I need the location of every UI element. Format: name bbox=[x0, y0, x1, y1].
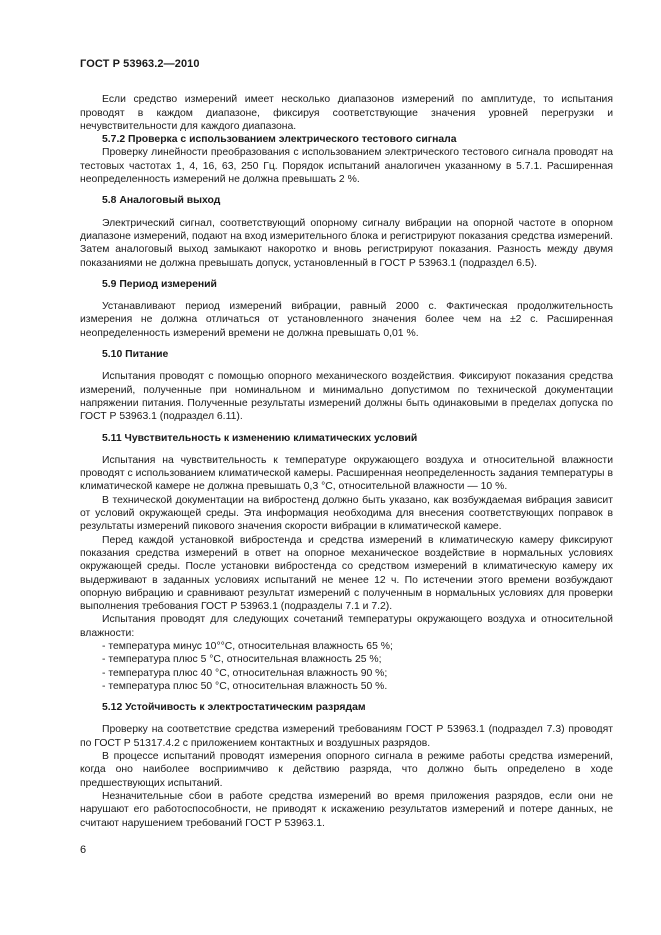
section-heading: 5.9 Период измерений bbox=[102, 278, 217, 290]
paragraph: Перед каждой установкой вибростенда и средства измерений в климатическую камеру фиксируют показания средства измерений в ответ на опорное механическое воздействие в нормальных условиях окружающей среды. После установки вибростенда со средством измерений в климатическую камеру их выдерживают в заданных условиях испытаний не менее 12 ч. По истечении этого времени возбуждают опорную вибрацию и сравнивают результат измерений с полученным в нормальных условиях для проверки выполнения требования ГОСТ Р 53963.1 (подразделы 7.1 и 7.2). bbox=[80, 534, 613, 613]
spacer bbox=[80, 693, 613, 701]
list-item: - температура минус 10°°С, относительная влажность 65 %; bbox=[102, 640, 393, 652]
document-body bbox=[80, 93, 613, 830]
spacer bbox=[80, 186, 613, 194]
section-heading: 5.8 Аналоговый выход bbox=[102, 195, 221, 207]
paragraph: Незначительные сбои в работе средства измерений во время приложения разрядов, если они не нарушают его работоспособности, не приводят к искажению результатов измерений и потере данных, не считают нарушением требований ГОСТ Р 53963.1. bbox=[80, 790, 613, 829]
subsection-heading: 5.7.2 Проверка с использованием электрического тестового сигнала bbox=[102, 134, 457, 146]
section-heading: 5.11 Чувствительность к изменению климатических условий bbox=[102, 432, 418, 444]
paragraph: Испытания проводят с помощью опорного механического воздействия. Фиксируют показания средства измерений, полученные при номинальном и минимально допустимом по технической документации напряжении питания. Полученные результаты измерений должны быть одинаковыми в пределах допуска по ГОСТ Р 53963.1 (подраздел 6.11). bbox=[80, 371, 613, 423]
list-item: - температура плюс 50 °С, относительная влажность 50 %. bbox=[102, 680, 388, 692]
section-heading: 5.12 Устойчивость к электростатическим разрядам bbox=[102, 702, 366, 714]
paragraph: Испытания на чувствительность к температуре окружающего воздуха и относительной влажности проводят с использованием климатической камеры. Расширенная неопределенность задания температуры в климатической камере не должна превышать 0,3 °С, относительной влажности — 10 %. bbox=[80, 454, 613, 493]
conditions-list bbox=[80, 640, 613, 693]
paragraph: Испытания проводят для следующих сочетаний температуры окружающего воздуха и относительной влажности: bbox=[80, 614, 613, 639]
paragraph: В процессе испытаний проводят измерения опорного сигнала в режиме работы средства измерений, когда оно наиболее восприимчиво к действию разряда, что должно быть определено в ходе предшествующих испытаний. bbox=[80, 751, 613, 789]
paragraph: Электрический сигнал, соответствующий опорному сигналу вибрации на опорной частоте в опорном диапазоне измерений, подают на вход измерительного блока и регистрируют показания средства измерений. Затем аналоговый выход замыкают накоротко и вновь регистрируют показания. Разность между двумя показаниями не должна превышать допуск, установленный в ГОСТ Р 53963.1 (подраздел 6.5). bbox=[80, 217, 613, 269]
document-page bbox=[80, 58, 613, 830]
paragraph: Проверку на соответствие средства измерений требованиям ГОСТ Р 53963.1 (подраздел 7.3) проводят по ГОСТ Р 51317.4.2 с приложением контактных и воздушных разрядов. bbox=[80, 724, 613, 749]
spacer bbox=[80, 424, 613, 432]
paragraph: В технической документации на вибростенд должно быть указано, как возбуждаемая вибрация зависит от условий окружающей среды. Эта информация необходима для внесения соответствующих поправок в результаты измерений пикового значения скорости вибрации в климатической камере. bbox=[80, 494, 613, 533]
paragraph: Если средство измерений имеет несколько диапазонов измерений по амплитуде, то испытания проводят в каждом диапазоне, фиксируя соответствующие значения уровней перегрузки и нечувствительности для каждого диапазона. bbox=[80, 94, 613, 132]
standard-header: ГОСТ Р 53963.2—2010 bbox=[80, 58, 200, 70]
paragraph: Устанавливают период измерений вибрации, равный 2000 с. Фактическая продолжительность измерения не должна отличаться от установленного значения более чем на ±2 с. Расширенная неопределенность измерений времени не должна превышать 0,01 %. bbox=[80, 301, 613, 339]
spacer bbox=[80, 270, 613, 278]
section-heading: 5.10 Питание bbox=[102, 349, 169, 361]
list-item: - температура плюс 40 °С, относительная влажность 90 %; bbox=[102, 667, 388, 679]
paragraph: Проверку линейности преобразования с использованием электрического тестового сигнала проводят на тестовых частотах 1, 4, 16, 63, 250 Гц. Порядок испытаний аналогичен указанному в 5.7.1. Расширенная неопределенность измерений не должна превышать 2 %. bbox=[80, 147, 613, 186]
spacer bbox=[80, 340, 613, 348]
list-item: - температура плюс 5 °С, относительная влажность 25 %; bbox=[102, 654, 382, 666]
page-number: 6 bbox=[80, 844, 87, 856]
